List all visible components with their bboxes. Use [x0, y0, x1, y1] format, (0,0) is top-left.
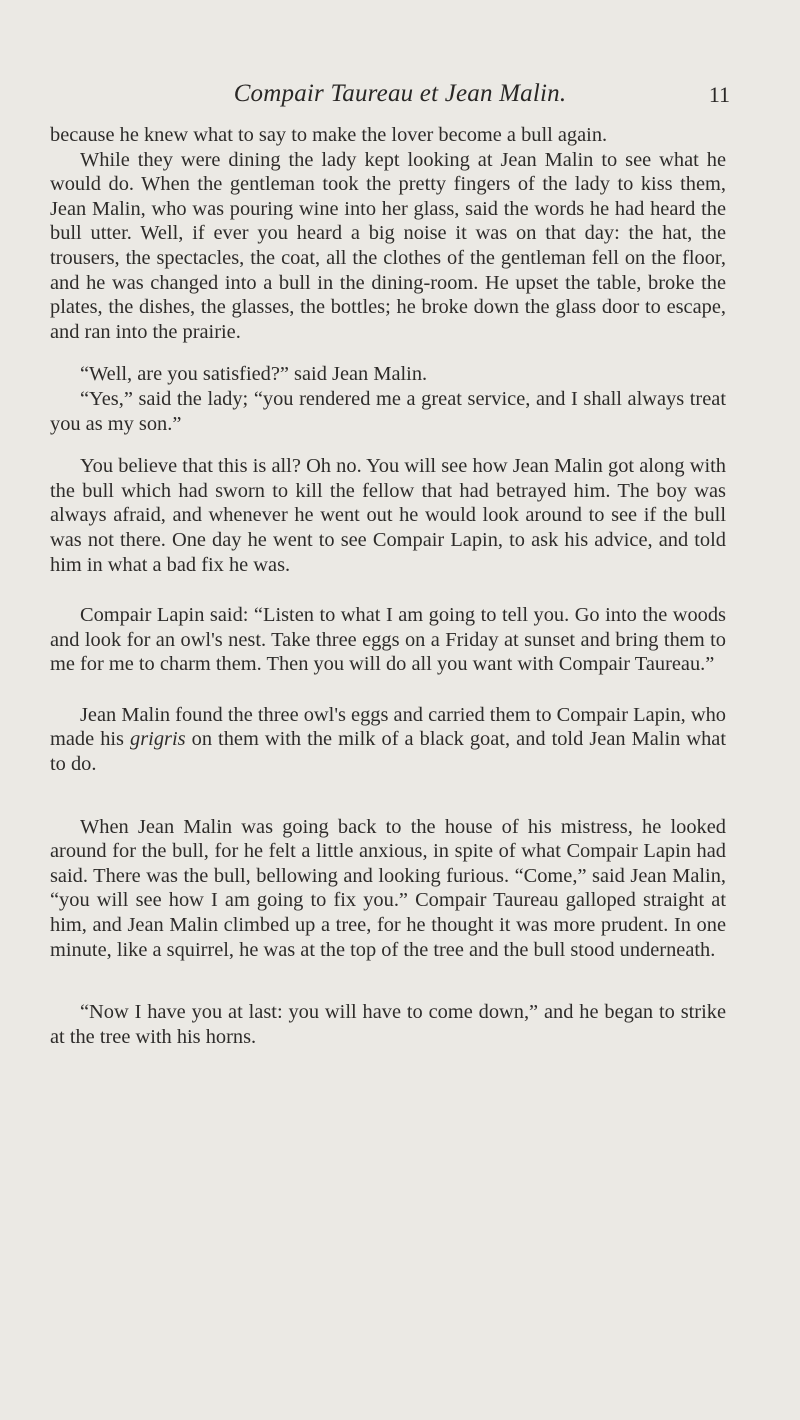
grigris-word: grigris	[130, 728, 186, 751]
paragraph-lady-reply: “Yes,” said the lady; “you rendered me a great service, and I shall always treat you as my son.”	[50, 387, 726, 435]
owl-eggs-text-after: on them with the milk of a black goat, and told Jean Malin what to do.	[50, 728, 726, 776]
paragraph-owl-eggs	[50, 703, 726, 777]
body-text	[50, 123, 726, 1049]
owl-eggs-text-before: Jean Malin found the three owl's eggs and carried them to Compair Lapin, who made his	[50, 703, 726, 751]
running-title: Compair Taureau et Jean Malin.	[233, 80, 567, 107]
paragraph-bull-strikes: “Now I have you at last: you will have to come down,” and he began to strike at the tree with his horns.	[50, 1001, 726, 1048]
page-number: 11	[708, 82, 730, 107]
paragraph-satisfied: “Well, are you satisfied?” said Jean Malin.	[80, 363, 428, 386]
page-header	[0, 80, 800, 114]
paragraph-bull-revenge: You believe that this is all? Oh no. You will see how Jean Malin got along with the bull which had sworn to kill the fellow that had betrayed him. The boy was always afraid, and whenever he went out he would look around to see if the bull was not there. One day he went to see Compair Lapin, to ask his advice, and told him in what a bad fix he was.	[50, 455, 726, 576]
paragraph-dinner: While they were dining the lady kept looking at Jean Malin to see what he would do. When the gentleman took the pretty fingers of the lady to kiss them, Jean Malin, who was pouring wine into her glass, said the words he had heard the bull utter. Well, if ever you heard a big noise it was on that day: the hat, the trousers, the spectacles, the coat, all the clothes of the gentleman fell on the floor, and he was changed into a bull in the dining-room. He upset the table, broke the plates, the dishes, the glasses, the bottles; he broke down the glass door to escape, and ran into the prairie.	[50, 148, 726, 343]
paragraph-tree-escape: When Jean Malin was going back to the house of his mistress, he looked around for the bull, for he felt a little anxious, in spite of what Compair Lapin had said. There was the bull, bellowing and looking furious. “Come,” said Jean Malin, “you will see how I am going to fix you.” Compair Taureau galloped straight at him, and Jean Malin climbed up a tree, for he thought it was more prudent. In one minute, like a squirrel, he was at the top of the tree and the bull stood underneath.	[50, 815, 726, 961]
paragraph-continuation: because he knew what to say to make the lover become a bull again.	[50, 124, 608, 146]
paragraph-lapin-advice: Compair Lapin said: “Listen to what I am going to tell you. Go into the woods and look for an owl's nest. Take three eggs on a Friday at sunset and bring them to me for me to charm them. Then you will do all you want with Compair Taureau.”	[50, 604, 726, 676]
